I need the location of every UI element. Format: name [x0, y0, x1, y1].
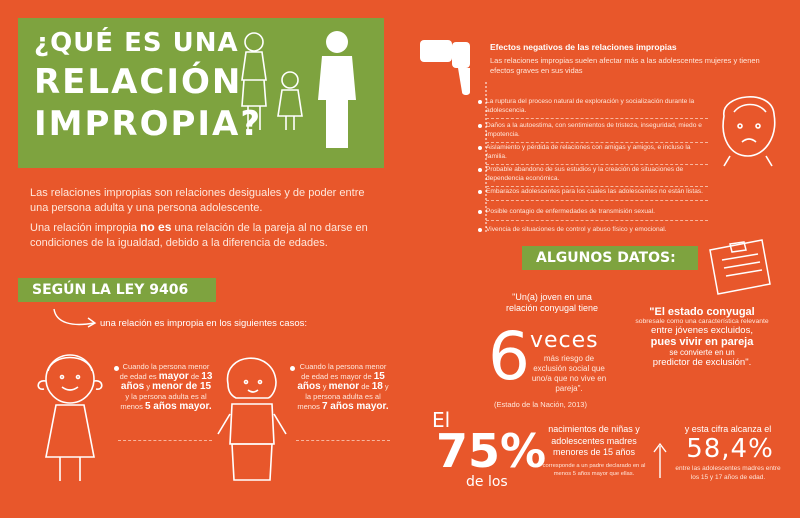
case-1-part-b: mayor: [158, 371, 189, 382]
case-2-part-h: 7 años mayor.: [321, 401, 389, 412]
effect-text: Vivencia de situaciones de control y abuso físico y emocional.: [486, 226, 667, 233]
effect-bullet: [478, 168, 482, 172]
effect-bullet: [478, 190, 482, 194]
effect-divider: [486, 118, 708, 119]
effect-bullet: [478, 210, 482, 214]
case-2-part-b: 15 años: [297, 371, 385, 392]
curved-arrow-icon: [50, 305, 100, 331]
intro-p2-strong: no es: [140, 220, 172, 234]
stat2-line-b: sobresale como una característica relevante: [635, 318, 769, 325]
stat2-quote: [620, 306, 784, 368]
stat2-line-c: entre jóvenes excluidos,: [651, 325, 753, 336]
stat4-number: 58,4%: [686, 434, 774, 464]
case-2-part-e: de: [359, 382, 372, 391]
law-heading: SEGÚN LA LEY 9406: [18, 278, 216, 302]
case-2-part-d: menor: [328, 381, 360, 392]
stat2-line-e: se convierte en un: [669, 348, 735, 357]
title-figures-illustration: [232, 30, 362, 160]
effect-bullet: [478, 124, 482, 128]
case-2-divider: [296, 440, 390, 441]
case-1-part-h: 5 años mayor.: [144, 401, 212, 412]
case-1-part-c: de: [188, 372, 202, 381]
effect-text: La ruptura del proceso natural de exploración y socialización durante la adolescencia.: [486, 98, 695, 114]
effect-text: Daños a la autoestima, con sentimientos de tristeza, inseguridad, miedo e impotencia.: [486, 122, 702, 138]
case-1-part-e: y: [144, 382, 153, 391]
sad-face-illustration: [712, 86, 784, 168]
datos-heading: ALGUNOS DATOS:: [522, 246, 698, 270]
stat4-small: entre las adolescentes madres entre los 15 y 17 años de edad.: [675, 465, 781, 481]
stat3-delos: de los: [466, 474, 508, 490]
stat4-lead: y esta cifra alcanza el: [684, 424, 772, 434]
effect-divider: [486, 200, 708, 201]
stat2-line-f: predictor de exclusión".: [652, 357, 752, 368]
stat3-small: corresponde a un padre declarado en al menos 5 años mayor que ellas.: [542, 463, 646, 477]
case-1-divider: [118, 440, 212, 441]
effect-text: Probable abandono de sus estudios y la creación de situaciones de dependencia económica.: [486, 166, 684, 182]
case-1-part-a: Cuando la persona menor de edad es: [119, 362, 210, 381]
title-line-1: ¿QUÉ ES UNA: [34, 28, 239, 58]
effect-bullet: [478, 228, 482, 232]
effect-divider: [486, 186, 708, 187]
stat2-line-d: pues vivir en pareja: [650, 336, 754, 348]
effect-text: Aislamiento y pérdida de relaciones con amigas y amigos, e incluso la familia.: [486, 144, 691, 160]
case-1-part-g: y la persona adulta es al menos: [120, 392, 207, 411]
effect-text: Posible contagio de enfermedades de transmisión sexual.: [486, 208, 655, 215]
teen-illustration: [212, 348, 292, 498]
intro-p2-part-a: Una relación impropia: [30, 222, 141, 234]
case-2-bullet: [290, 366, 295, 371]
effect-divider: [486, 142, 708, 143]
intro-p2-part-b: una relación de la pareja al no darse en condiciones de la igualdad, debido a la diferencia de edades.: [30, 222, 368, 249]
effect-text: Embarazos adolescentes para los cuales las adolescentes no están listas.: [486, 188, 703, 195]
girl-illustration: [30, 345, 110, 485]
case-2-part-a: Cuando la persona menor de edad es mayor de: [299, 362, 387, 381]
effect-divider: [486, 220, 708, 221]
effect-bullet: [478, 100, 482, 104]
up-arrow-icon: [650, 440, 670, 480]
stat1-number: 6: [488, 318, 530, 395]
case-2-part-f: 18: [371, 381, 383, 392]
case-1-part-d: 13 años: [120, 371, 213, 392]
stat2-line-a: "El estado conyugal: [649, 306, 755, 318]
stat3-el: El: [432, 408, 451, 432]
title-line-3: IMPROPIA?: [34, 104, 263, 144]
clipboard-icon: [700, 236, 778, 298]
case-2-text: [296, 362, 390, 412]
title-line-2: RELACIÓN: [34, 62, 243, 102]
effects-heading: Efectos negativos de las relaciones impropias: [490, 42, 677, 52]
stat1-post: más riesgo de exclusión social que uno/a que no vive en pareja".: [531, 354, 607, 393]
case-2-part-c: y: [320, 382, 329, 391]
stat1-word: veces: [530, 328, 599, 353]
law-lead: una relación es impropia en los siguientes casos:: [100, 318, 308, 329]
stat3-number: 75%: [436, 424, 547, 478]
case-1-text: [118, 362, 214, 412]
stat3-text: nacimientos de niñas y adolescentes madres menores de 15 años: [548, 424, 640, 457]
effect-divider: [486, 164, 708, 165]
stat1-source: (Estado de la Nación, 2013): [494, 400, 587, 409]
stat1-pre: "Un(a) joven en una relación conyugal tiene: [505, 292, 599, 313]
effect-bullet: [478, 146, 482, 150]
case-2-part-g: y la persona adulta es al menos: [297, 382, 389, 411]
intro-paragraph-2: [30, 220, 382, 251]
intro-paragraph-1: Las relaciones impropias son relaciones desiguales y de poder entre una persona adulta y una persona adolescente.: [30, 187, 365, 214]
effects-subheading: Las relaciones impropias suelen afectar más a las adolescentes mujeres y tienen efectos graves en sus vidas: [490, 56, 760, 75]
case-1-part-f: menor de 15: [152, 381, 212, 392]
